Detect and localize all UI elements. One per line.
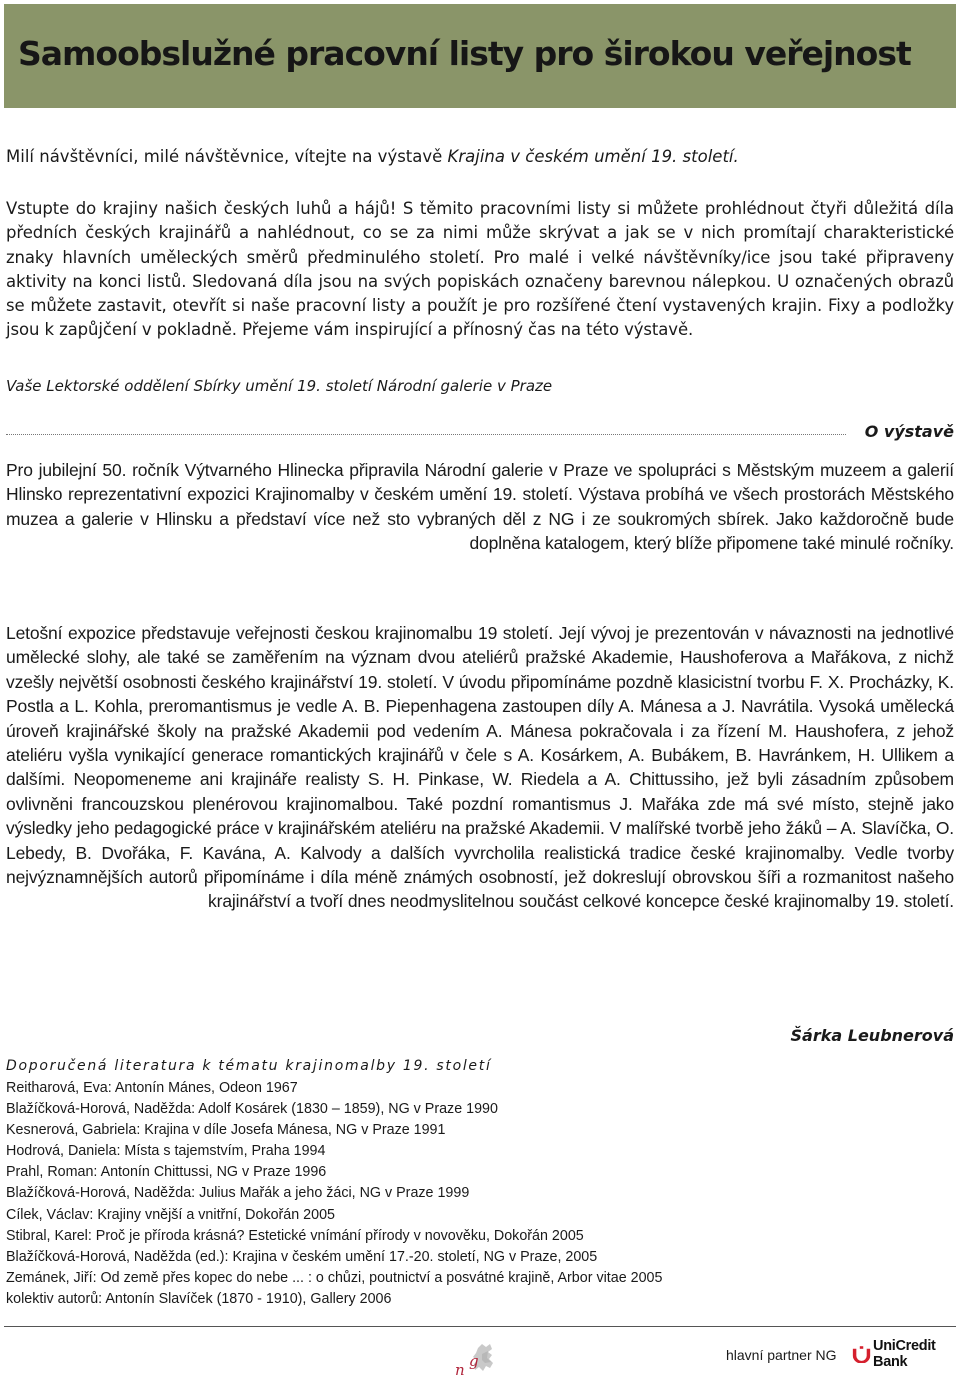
greeting [6,144,954,170]
ng-logo-letter-g: g [469,1352,479,1370]
article-author: Šárka Leubnerová [790,1026,954,1045]
intro-signature: Vaše Lektorské oddělení Sbírky umění 19. století Národní galerie v Praze [6,377,553,395]
literature-item: Blažíčková-Horová, Naděžda: Adolf Kosárek (1830 – 1859), NG v Praze 1990 [6,1101,498,1118]
title-banner [4,4,956,108]
footer-rule [4,1326,956,1327]
dotted-divider [6,434,846,435]
literature-item: Kesnerová, Gabriela: Krajina v díle Josefa Mánesa, NG v Praze 1991 [6,1122,446,1139]
literature-heading: Doporučená literatura k tématu krajinomalby 19. století [6,1058,492,1074]
about-paragraph-2: Letošní expozice představuje veřejnosti českou krajinomalbu 19 století. Její vývoj je prezentován v návaznosti na jednotlivé umělecké slohy, ale také se zaměřením na význam dvou ateliérů pražské Akademie, Haushoferova a Mařákova, z nichž vzešly největší osobnosti českého krajinářství 19. století. V úvodu připomínáme pozdně klasicistní tvorbu F. X. Procházky, K. Postla a L. Kohla, preromantismus je vedle A. B. Piepenhagena zastoupen díly A. Mánesa a J. Navrátila. Vysoká umělecká úroveň krajinářské školy na pražské Akademii pod vedením A. Mánesa pokračovala i za řízení M. Haushofera, z jehož ateliéru vyšla vynikající generace romantických krajinářů v čele s A. Kosárkem, A. Bubákem, B. Havránkem, H. Ullikem a dalšími. Neopomeneme ani krajináře realisty S. H. Pinkase, W. Riedela a A. Chittussiho, jež byli zásadním způsobem ovlivněni francouzskou plenérovou krajinomalbou. Také pozdní romantismus J. Mařáka zde má své místo, stejně jako výsledky jeho pedagogické práce v krajinářském ateliéru na pražské Akademii. V malířské tvorbě jeho žáků – A. Slavíčka, O. Lebedy, B. Dvořáka, F. Kavána, A. Kalvody a dalších vyvrcholila realistická tradice české krajinomalby. Vedle tvorby nejvýznamnějších autorů připomínáme i díla méně známých osobností, jež dokreslují obrovskou šíři a rozmanitost našeho krajinářství a tvoří dnes neodmyslitelnou součást celkové koncepce české krajinomalby 19. století. [6,623,954,912]
unicredit-icon [852,1345,871,1363]
literature-list [6,1078,662,1310]
literature-item: kolektiv autorů: Antonín Slavíček (1870 - 1910), Gallery 2006 [6,1290,392,1307]
intro-paragraph: Vstupte do krajiny našich českých luhů a hájů! S těmito pracovními listy si můžete prohlédnout čtyři důležitá díla předních českých krajinářů a nahlédnout, co se za nimi může skrývat a jak se v nich promítají charakteristické znaky hlavních uměleckých směrů předminulého století. Pro malé i velké návštěvníky/ice jsou také připraveny aktivity na konci listů. Sledovaná díla jsou na svých popiskách označeny barevnou nálepkou. U označených obrazů se můžete zastavit, otevřít si naše pracovní listy a použít je pro rozšířené čtení vystavených krajin. Fixy a podložky jsou k zapůjčení v pokladně. Přejeme vám inspirující a přínosný čas na této výstavě. [6,199,954,340]
partner-label: hlavní partner NG [726,1347,837,1363]
literature-item: Hodrová, Daniela: Místa s tajemstvím, Praha 1994 [6,1143,326,1160]
greeting-text: Milí návštěvníci, milé návštěvnice, vítejte na výstavě [6,147,448,166]
ng-logo-letter-n: n [455,1361,465,1379]
literature-item: Blažíčková-Horová, Naděžda: Julius Mařák a jeho žáci, NG v Praze 1999 [6,1185,470,1202]
literature-item: Cílek, Václav: Krajiny vnější a vnitřní, Dokořán 2005 [6,1206,335,1223]
section-heading-about: O výstavě [864,422,954,441]
literature-item: Prahl, Roman: Antonín Chittussi, NG v Praze 1996 [6,1164,327,1181]
bank-name: UniCredit Bank [873,1338,936,1370]
unicredit-logo [852,1338,960,1370]
literature-item: Blažíčková-Horová, Naděžda (ed.): Krajina v českém umění 17.-20. století, NG v Praze, 2005 [6,1248,598,1265]
about-paragraph-1: Pro jubilejní 50. ročník Výtvarného Hlinecka připravila Národní galerie v Praze ve spolupráci s Městským muzeem a galerií Hlinsko reprezentativní expozici Krajinomalby v českém umění 19. století. Výstava probíhá ve všech prostorách Městského muzea a galerie v Hlinsku a představí více než sto vybraných děl z NG i ze soukromých sbírek. Jako každoročně bude doplněna katalogem, který blíže připomene také minulé ročníky. [6,460,954,554]
literature-item: Stibral, Karel: Proč je příroda krásná? Estetické vnímání přírody v novověku, Dokořán 2005 [6,1227,584,1244]
page-title: Samoobslužné pracovní listy pro širokou veřejnost [18,34,911,73]
literature-item: Reitharová, Eva: Antonín Mánes, Odeon 1967 [6,1080,298,1096]
exhibition-name: Krajina v českém umění 19. století. [447,147,739,166]
ng-logo-icon [452,1342,516,1380]
literature-item: Zemánek, Jiří: Od země přes kopec do nebe ... : o chůzi, poutnictví a posvátné krajině, Arbor vitae 2005 [6,1269,663,1286]
